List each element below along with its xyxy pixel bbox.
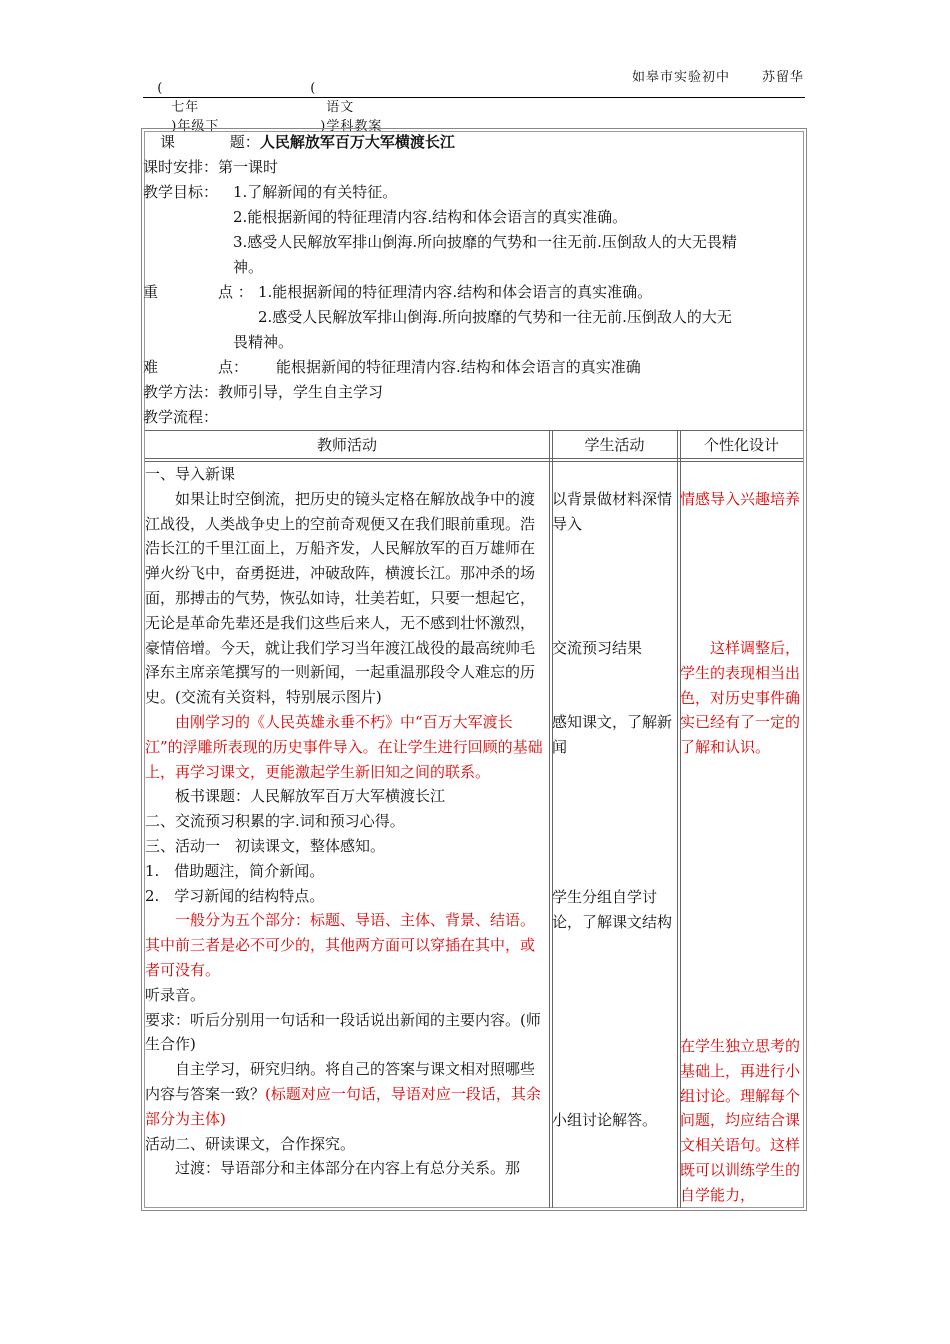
key-point-item: 2.感受人民解放军排山倒海.所向披靡的气势和一往无前.压倒敌人的大无 [258, 308, 732, 326]
teacher-item: 二、交流预习积累的字.词和预习心得。 [145, 812, 405, 831]
teacher-item-emphasis: 一般分为五个部分：标题、导语、主体、背景、结语。其中前三者是必不可少的，其他两方面可以穿插在其中，或者可没有。 [145, 911, 536, 979]
difficult-point: 能根据新闻的特征理清内容.结构和体会语言的真实准确 [276, 358, 641, 376]
teacher-item: 一、导入新课 [145, 465, 236, 483]
goals-label: 教学目标： [143, 183, 219, 201]
key-point-item-cont: 畏精神。 [233, 333, 294, 351]
table-header-rule [145, 458, 803, 459]
subject-suffix: )学科教案 [320, 119, 383, 134]
difficult-label-b: 点： [218, 358, 249, 376]
teacher-item: 活动二、研读课文，合作探究。 [145, 1134, 356, 1153]
column-header-student: 学生活动 [584, 436, 645, 454]
teacher-item: 听录音。 [145, 985, 206, 1004]
grade-value: 七年 [171, 100, 200, 115]
goal-item-cont: 神。 [233, 258, 264, 276]
topic-label: 课 [160, 133, 176, 151]
teacher-item [145, 1057, 549, 1131]
teacher-item: 2. 学习新闻的结构特点。 [145, 886, 325, 905]
teacher-item: 三、活动一 初读课文，整体感知。 [145, 836, 386, 855]
header-teacher: 苏留华 [762, 70, 805, 85]
student-activity: 以背景做材料深情导入 [552, 490, 673, 533]
teacher-item: 要求：听后分别用一句话和一段话说出新闻的主要内容。(师生合作) [145, 1010, 541, 1054]
student-activity: 交流预习结果 [552, 639, 643, 657]
subject-open-paren: ( [310, 81, 317, 96]
topic-line [160, 132, 455, 152]
table-divider [552, 430, 553, 1208]
table-divider [677, 430, 678, 1208]
topic-label-suffix: 题： [229, 133, 260, 151]
column-header-teacher: 教师活动 [316, 436, 377, 454]
teacher-item-emphasis: 由刚学习的《人民英雄永垂不朽》中“百万大军渡长江”的浮雕所表现的历史事件导入。在让学生进行回顾的基础上，再学习课文，更能激起学生新旧知之间的联系。 [145, 712, 543, 781]
student-activity: 学生分组自学讨论，了解课文结构 [552, 888, 673, 931]
header-rule [143, 97, 805, 98]
key-point-item: 1.能根据新闻的特征理清内容.结构和体会语言的真实准确。 [258, 283, 653, 301]
subject-value: 语文 [326, 100, 355, 115]
period-line: 课时安排：第一课时 [143, 158, 279, 176]
design-note: 这样调整后，学生的表现相当出色，对历史事件确实已经有了一定的了解和认识。 [680, 639, 801, 757]
teacher-item-text: 自主学习，研究归纳。将自己的答案与课文相对照哪些内容与答案一致？ [145, 1060, 536, 1103]
key-points-label-b: 点 ： [218, 283, 253, 301]
design-note: 在学生独立思考的基础上，再进行小组讨论。理解每个问题，均应结合课文相关语句。这样既可以训练学生的自学能力， [680, 1037, 801, 1204]
teacher-item: 过渡：导语部分和主体部分在内容上有总分关系。那 [175, 1159, 521, 1178]
teacher-item: 如果让时空倒流，把历史的镜头定格在解放战争中的渡江战役，人类战争史上的空前奇观便又在我们眼前重现。浩浩长江的千里江面上，万船齐发，人民解放军的百万雄师在弹火纷飞中，奋勇挺进，冲破敌阵，横渡长江。那冲杀的场面，那搏击的气势，恢弘如诗，壮美若虹，只要一想起它，无论是革命先辈还是我们这些后来人，无不感到壮怀激烈，豪情倍增。今天，就让我们学习当年渡江战役的最高统帅毛泽东主席亲笔撰写的一则新闻，一起重温那段令人难忘的历史。(交流有关资料，特别展示图片) [145, 489, 536, 707]
lesson-title: 人民解放军百万大军横渡长江 [259, 133, 455, 151]
design-note: 情感导入兴趣培养 [680, 490, 801, 508]
goal-item: 3.感受人民解放军排山倒海.所向披靡的气势和一往无前.压倒敌人的大无畏精 [233, 233, 737, 251]
column-header-design: 个性化设计 [703, 436, 779, 454]
table-top-rule [145, 430, 803, 431]
header-grade [147, 66, 219, 134]
goal-item: 2.能根据新闻的特征理清内容.结构和体会语言的真实准确。 [233, 208, 628, 226]
grade-open-paren: ( [157, 81, 164, 96]
teacher-item: 1. 借助题注，简介新闻。 [145, 861, 325, 880]
grade-suffix: )年级下 [171, 119, 220, 134]
teacher-activity-column [145, 462, 549, 1181]
key-points-label-a: 重 [143, 283, 159, 301]
teacher-item: 板书课题：人民解放军百万大军横渡长江 [175, 787, 446, 806]
header-school: 如皋市实验初中 [632, 70, 731, 85]
difficult-label-a: 难 [143, 358, 159, 376]
table-divider [549, 430, 550, 1208]
teacher-item-emphasis: (标题对应一句话，导语对应一段话，其余部分为主体) [145, 1084, 541, 1128]
goal-item: 1.了解新闻的有关特征。 [233, 183, 398, 201]
header-subject [300, 66, 382, 134]
student-activity: 感知课文，了解新闻 [552, 713, 673, 756]
flow-line: 教学流程： [143, 408, 219, 426]
method-line: 教学方法：教师引导，学生自主学习 [143, 383, 384, 401]
student-activity: 小组讨论解答。 [552, 1111, 658, 1129]
